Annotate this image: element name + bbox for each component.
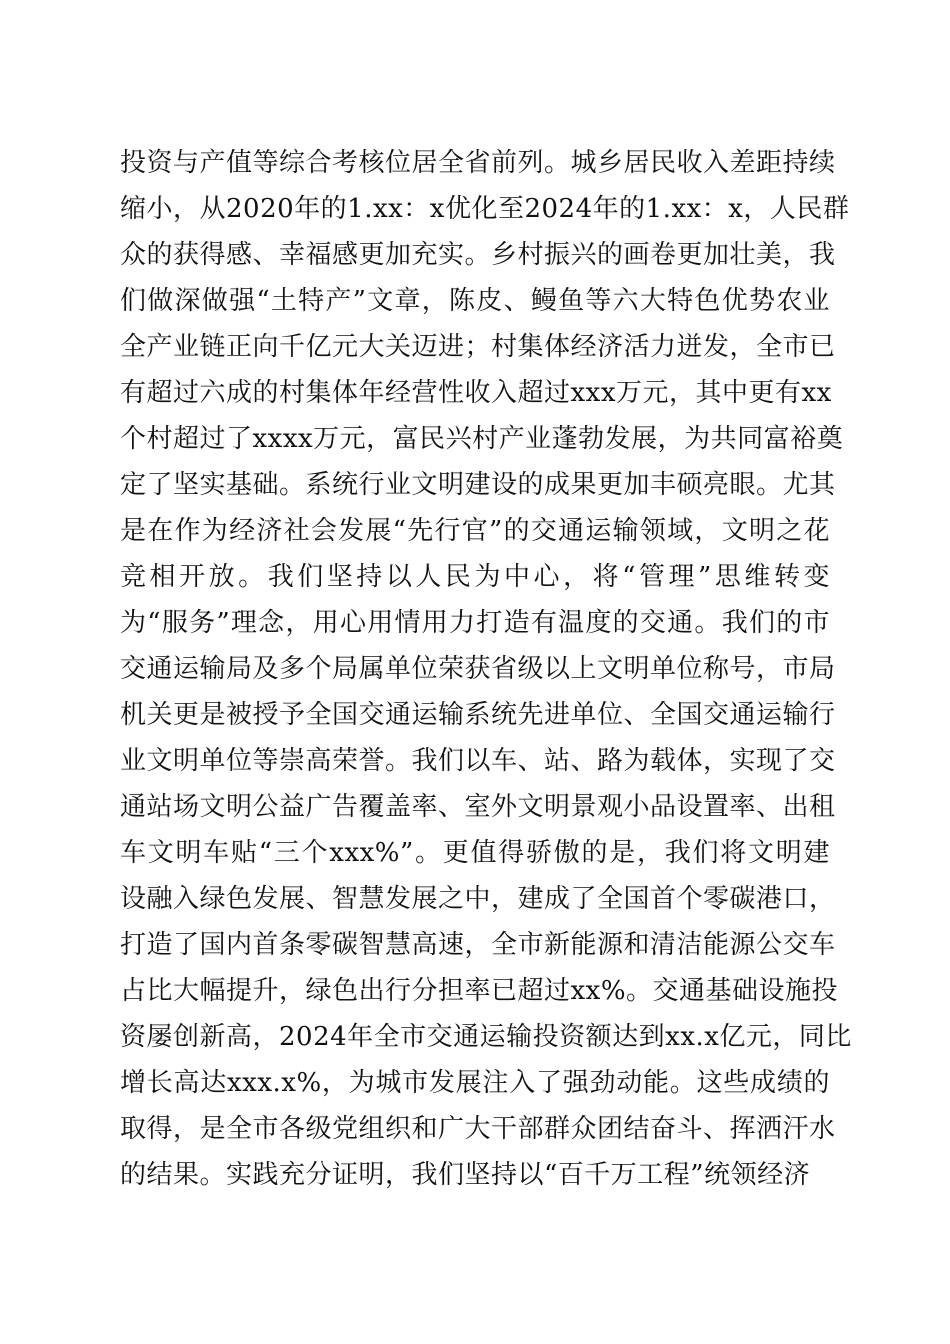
text-line: 们做深做强“土特产”文章，陈皮、鳗鱼等六大特色优势农业	[120, 286, 830, 316]
text-line: 定了坚实基础。系统行业文明建设的成果更加丰硕亮眼。尤其	[120, 470, 836, 500]
text-line: 取得，是全市各级党组织和广大干部群众团结奋斗、挥洒汗水	[120, 1114, 836, 1144]
text-line: 的结果。实践充分证明，我们坚持以“百千万工程”统领经济	[120, 1160, 811, 1190]
text-line: 个村超过了xxxx万元，富民兴村产业蓬勃发展，为共同富裕奠	[120, 424, 844, 454]
text-line: 众的获得感、幸福感更加充实。乡村振兴的画卷更加壮美，我	[120, 240, 836, 270]
text-line: 通站场文明公益广告覆盖率、室外文明景观小品设置率、出租	[120, 792, 836, 822]
text-line: 机关更是被授予全国交通运输系统先进单位、全国交通运输行	[120, 700, 836, 730]
text-line: 投资与产值等综合考核位居全省前列。城乡居民收入差距持续	[120, 148, 836, 178]
text-line: 打造了国内首条零碳智慧高速，全市新能源和清洁能源公交车	[120, 930, 836, 960]
text-line: 增长高达xxx.x%，为城市发展注入了强劲动能。这些成绩的	[120, 1068, 830, 1098]
text-line: 资屡创新高，2024年全市交通运输投资额达到xx.x亿元，同比	[120, 1022, 852, 1052]
text-line: 为“服务”理念，用心用情用力打造有温度的交通。我们的市	[120, 608, 830, 638]
text-line: 设融入绿色发展、智慧发展之中，建成了全国首个零碳港口，	[120, 884, 836, 914]
text-line: 车文明车贴“三个xxx%”。更值得骄傲的是，我们将文明建	[120, 838, 830, 868]
text-line: 业文明单位等崇高荣誉。我们以车、站、路为载体，实现了交	[120, 746, 836, 776]
text-line: 交通运输局及多个局属单位荣获省级以上文明单位称号，市局	[120, 654, 836, 684]
text-line: 占比大幅提升，绿色出行分担率已超过xx%。交通基础设施投	[120, 976, 839, 1006]
body-paragraph	[120, 140, 852, 1198]
text-line: 全产业链正向千亿元大关迈进；村集体经济活力迸发，全市已	[120, 332, 836, 362]
text-line: 是在作为经济社会发展“先行官”的交通运输领域，文明之花	[120, 516, 830, 546]
text-line: 缩小，从2020年的1.xx：x优化至2024年的1.xx：x，人民群	[120, 194, 850, 224]
text-line: 竞相开放。我们坚持以人民为中心，将“管理”思维转变	[120, 562, 830, 592]
text-line: 有超过六成的村集体年经营性收入超过xxx万元，其中更有xx	[120, 378, 832, 408]
